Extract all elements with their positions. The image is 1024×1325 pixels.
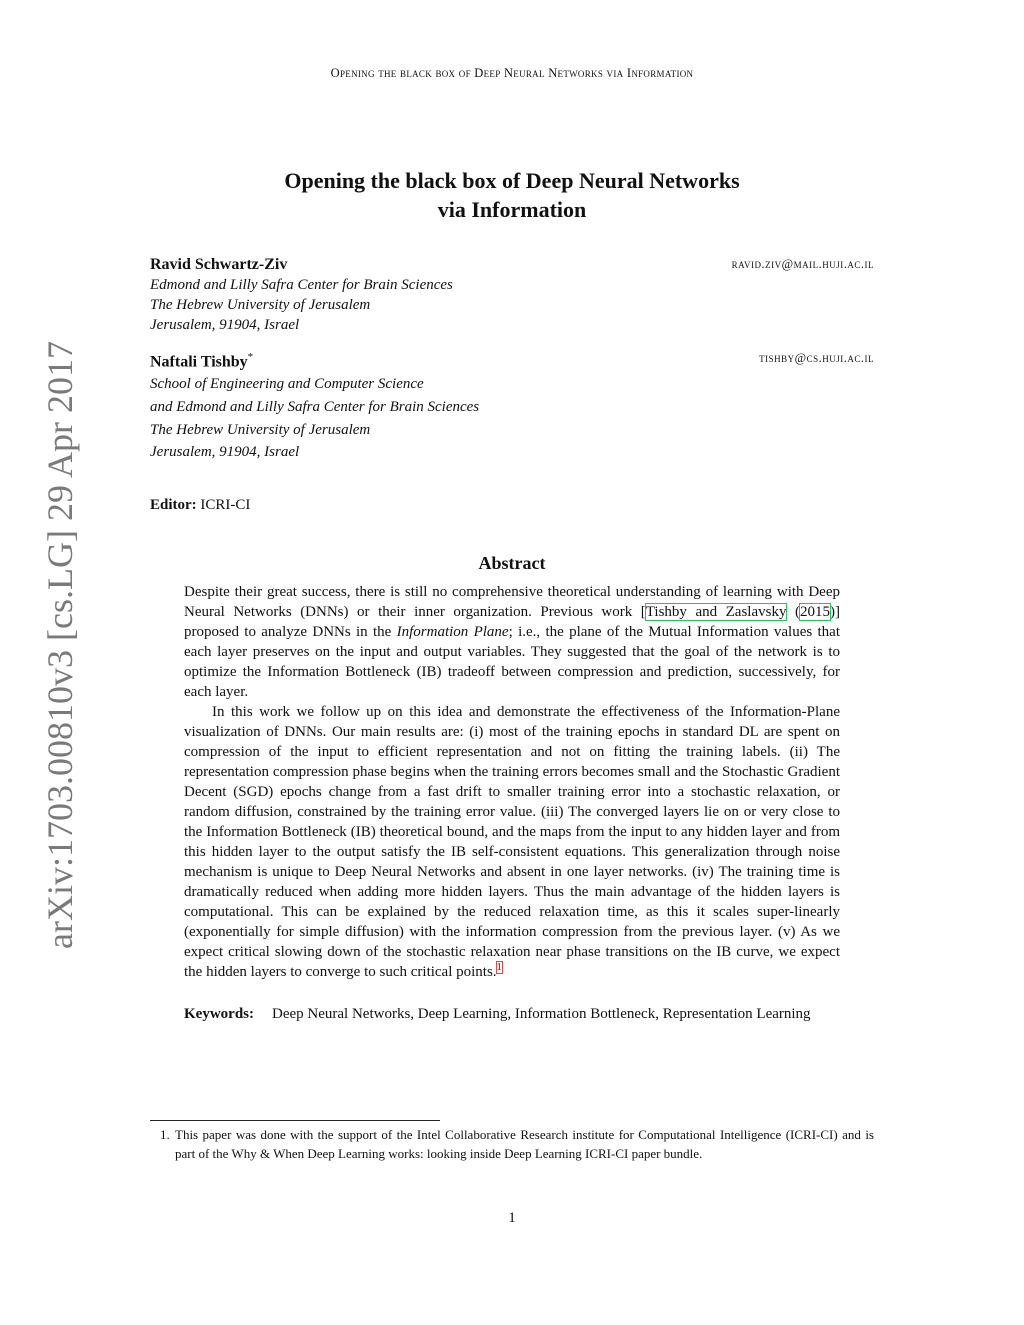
author-footnote-marker: *: [247, 351, 254, 363]
title-line-2: via Information: [437, 197, 587, 222]
author-name: Ravid Schwartz-Ziv: [150, 256, 288, 273]
page-number: 1: [508, 1210, 516, 1226]
paper-title: [0, 166, 1024, 224]
footnote-link[interactable]: 1: [496, 962, 502, 973]
keywords-label: Keywords:: [184, 1006, 254, 1022]
title-line-1: Opening the black box of Deep Neural Networks: [284, 168, 740, 193]
keywords-value: Deep Neural Networks, Deep Learning, Information Bottleneck, Representation Learning: [272, 1006, 811, 1022]
footnote-divider: [150, 1120, 440, 1121]
abstract-paragraph-1: Despite their great success, there is still no comprehensive theoretical understanding of learning with Deep Neural Networks (DNNs) or their inner organization. Previous work [Tishby and Zaslavsky (2015)] proposed to analyze DNNs in the Information Plane; i.e., the plane of the Mutual Information values that each layer preserves on the input and output variables. They suggested that the goal of the network is to optimize the Information Bottleneck (IB) tradeoff between compression and prediction, successively, for each layer.: [184, 584, 840, 700]
author-affiliation: Edmond and Lilly Safra Center for Brain Sciences The Hebrew University of Jerusalem Jerusalem, 91904, Israel: [150, 277, 453, 333]
author-email[interactable]: ravid.ziv@mail.huji.ac.il: [731, 257, 874, 271]
abstract-heading: Abstract: [478, 553, 546, 573]
editor-label: Editor:: [150, 497, 197, 513]
running-head: Opening the black box of Deep Neural Networks via Information: [330, 66, 694, 80]
footnote-number: 1.: [160, 1127, 170, 1142]
abstract-body: [184, 582, 840, 982]
author-block-1: [150, 255, 874, 335]
author-block-2: [150, 347, 874, 464]
emphasis-term: Information Plane: [396, 624, 509, 640]
citation-link-author[interactable]: Tishby and Zaslavsky: [645, 604, 787, 620]
keywords: [184, 1004, 840, 1024]
footnote-text: This paper was done with the support of the Intel Collaborative Research institute for Computational Intelligence (ICRI-CI) and is part of the Why & When Deep Learning works: looking inside Deep Learning ICRI-CI paper bundle.: [175, 1127, 874, 1161]
editor-line: [150, 497, 250, 514]
arxiv-identifier-stamp[interactable]: arXiv:1703.00810v3 [cs.LG] 29 Apr 2017: [40, 341, 80, 949]
editor-value: ICRI-CI: [200, 497, 251, 513]
author-affiliation: School of Engineering and Computer Science and Edmond and Lilly Safra Center for Brain Sciences The Hebrew University of Jerusalem Jerusalem, 91904, Israel: [150, 376, 480, 461]
abstract-paragraph-2: In this work we follow up on this idea and demonstrate the effectiveness of the Information-Plane visualization of DNNs. Our main results are: (i) most of the training epochs in standard DL are spent on compression of the input to efficient representation and not on fitting the training labels. (ii) The representation compression phase begins when the training errors becomes small and the Stochastic Gradient Decent (SGD) epochs change from a fast drift to smaller training error into a stochastic relaxation, or random diffusion, constrained by the training error value. (iii) The converged layers lie on or very close to the Information Bottleneck (IB) theoretical bound, and the maps from the input to any hidden layer and from this hidden layer to the output satisfy the IB self-consistent equations. This generalization through noise mechanism is unique to Deep Neural Networks and absent in one layer networks. (iv) The training time is dramatically reduced when adding more hidden layers. Thus the main advantage of the hidden layers is computational. This can be explained by the reduced relaxation time, as this it scales super-linearly (exponentially for simple diffusion) with the information compression from the previous layer. (v) As we expect critical slowing down of the stochastic relaxation near phase transitions on the IB curve, we expect the hidden layers to converge to such critical points.$^1$: [184, 704, 840, 980]
footnote: [150, 1126, 874, 1163]
author-email[interactable]: tishby@cs.huji.ac.il: [759, 351, 874, 365]
citation-link-year[interactable]: 2015: [800, 604, 830, 620]
author-name: Naftali Tishby*: [150, 351, 254, 371]
